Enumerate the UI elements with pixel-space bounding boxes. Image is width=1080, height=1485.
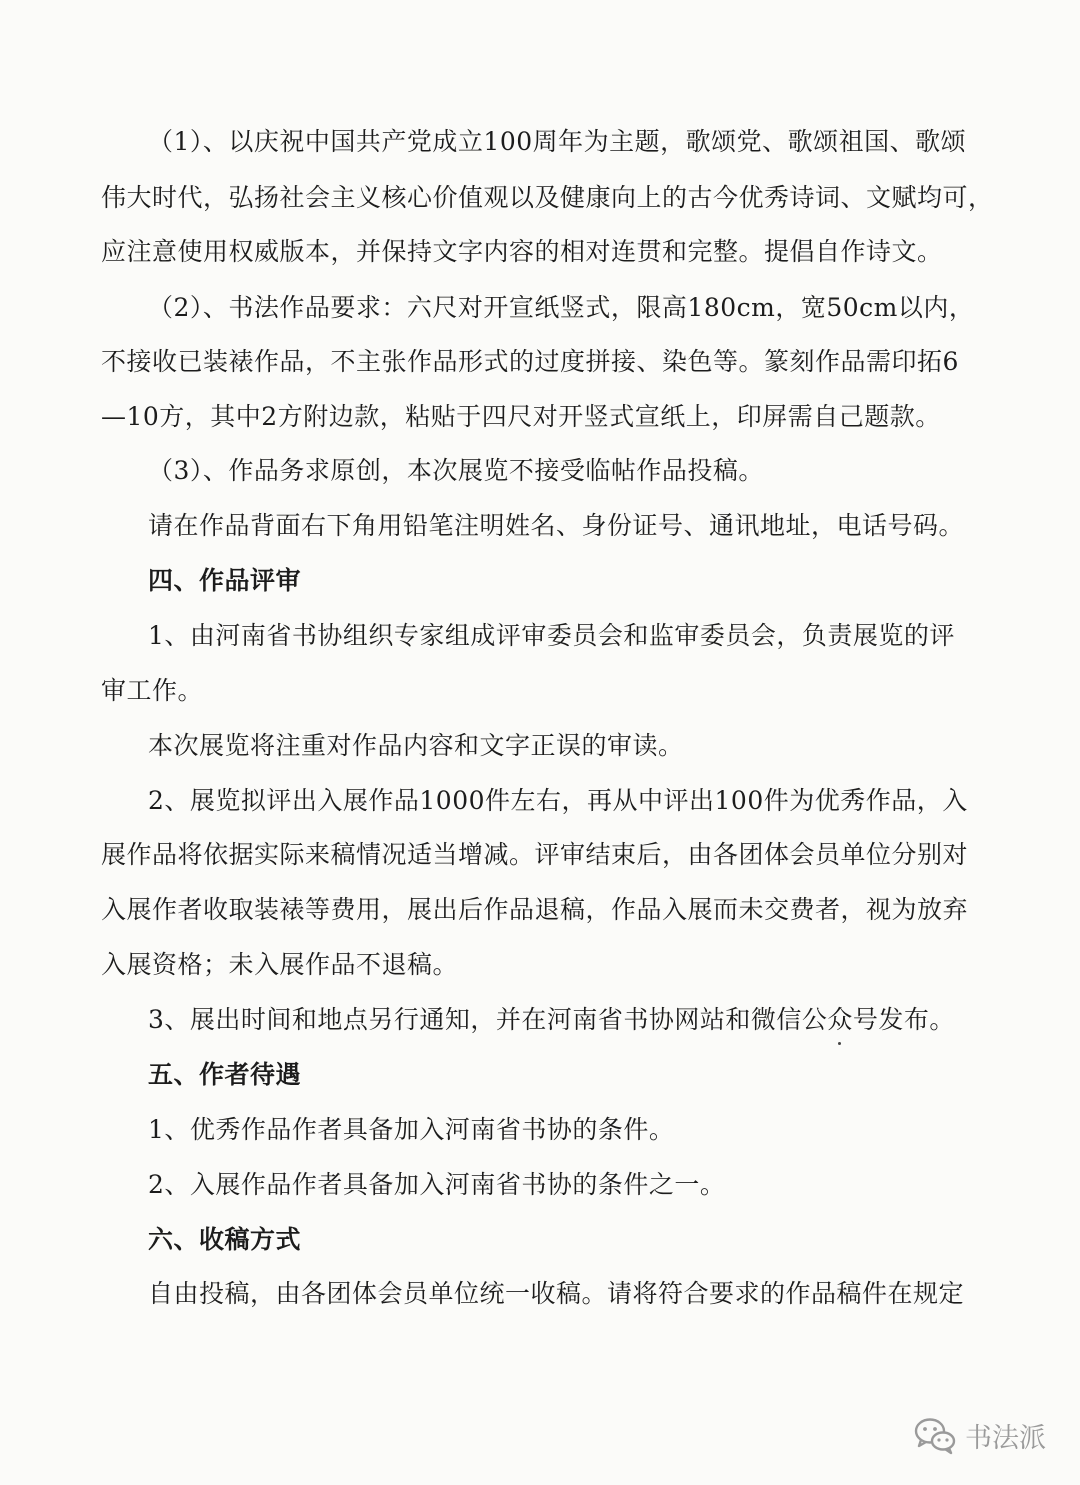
scan-speck bbox=[838, 1042, 841, 1045]
paragraph-line: 3、展出时间和地点另行通知，并在河南省书协网站和微信公众号发布。 bbox=[148, 1005, 955, 1034]
paragraph-line: （1）、以庆祝中国共产党成立100周年为主题，歌颂党、歌颂祖国、歌颂 bbox=[148, 127, 967, 156]
section-heading: 四、作品评审 bbox=[148, 566, 302, 595]
paragraph-line: 2、展览拟评出入展作品1000件左右，再从中评出100件为优秀作品，入 bbox=[148, 786, 968, 815]
wechat-icon bbox=[913, 1415, 957, 1455]
paragraph-line: 2、入展作品作者具备加入河南省书协的条件之一。 bbox=[148, 1170, 726, 1199]
section-heading: 六、收稿方式 bbox=[148, 1225, 302, 1254]
paragraph-line: 1、由河南省书协组织专家组成评审委员会和监审委员会，负责展览的评 bbox=[148, 621, 955, 650]
paragraph-line: 请在作品背面右下角用铅笔注明姓名、身份证号、通讯地址，电话号码。 bbox=[148, 511, 965, 540]
paragraph-line: 自由投稿，由各团体会员单位统一收稿。请将符合要求的作品稿件在规定 bbox=[148, 1279, 965, 1308]
paragraph-line: 本次展览将注重对作品内容和文字正误的审读。 bbox=[148, 731, 684, 760]
paragraph-line: 入展资格；未入展作品不退稿。 bbox=[101, 950, 459, 979]
paragraph-line: 1、优秀作品作者具备加入河南省书协的条件。 bbox=[148, 1115, 675, 1144]
watermark bbox=[913, 1415, 1046, 1455]
paragraph-line: （3）、作品务求原创，本次展览不接受临帖作品投稿。 bbox=[148, 456, 764, 485]
paragraph-line: —10方，其中2方附边款，粘贴于四尺对开竖式宣纸上，印屏需自己题款。 bbox=[101, 402, 941, 431]
paragraph-line: 不接收已装裱作品，不主张作品形式的过度拼接、染色等。篆刻作品需印拓6 bbox=[101, 347, 959, 376]
paragraph-line: 展作品将依据实际来稿情况适当增减。评审结束后，由各团体会员单位分别对 bbox=[101, 840, 969, 869]
paragraph-line: 审工作。 bbox=[101, 676, 204, 705]
paragraph-line: 伟大时代，弘扬社会主义核心价值观以及健康向上的古今优秀诗词、文赋均可， bbox=[101, 183, 994, 212]
paragraph-line: 应注意使用权威版本，并保持文字内容的相对连贯和完整。提倡自作诗文。 bbox=[101, 237, 943, 266]
paragraph-line: 入展作者收取装裱等费用，展出后作品退稿，作品入展而未交费者，视为放弃 bbox=[101, 895, 969, 924]
paragraph-line: （2）、书法作品要求：六尺对开宣纸竖式，限高180cm，宽50cm以内， bbox=[148, 293, 975, 322]
watermark-text: 书法派 bbox=[965, 1422, 1046, 1454]
section-heading: 五、作者待遇 bbox=[148, 1060, 302, 1089]
